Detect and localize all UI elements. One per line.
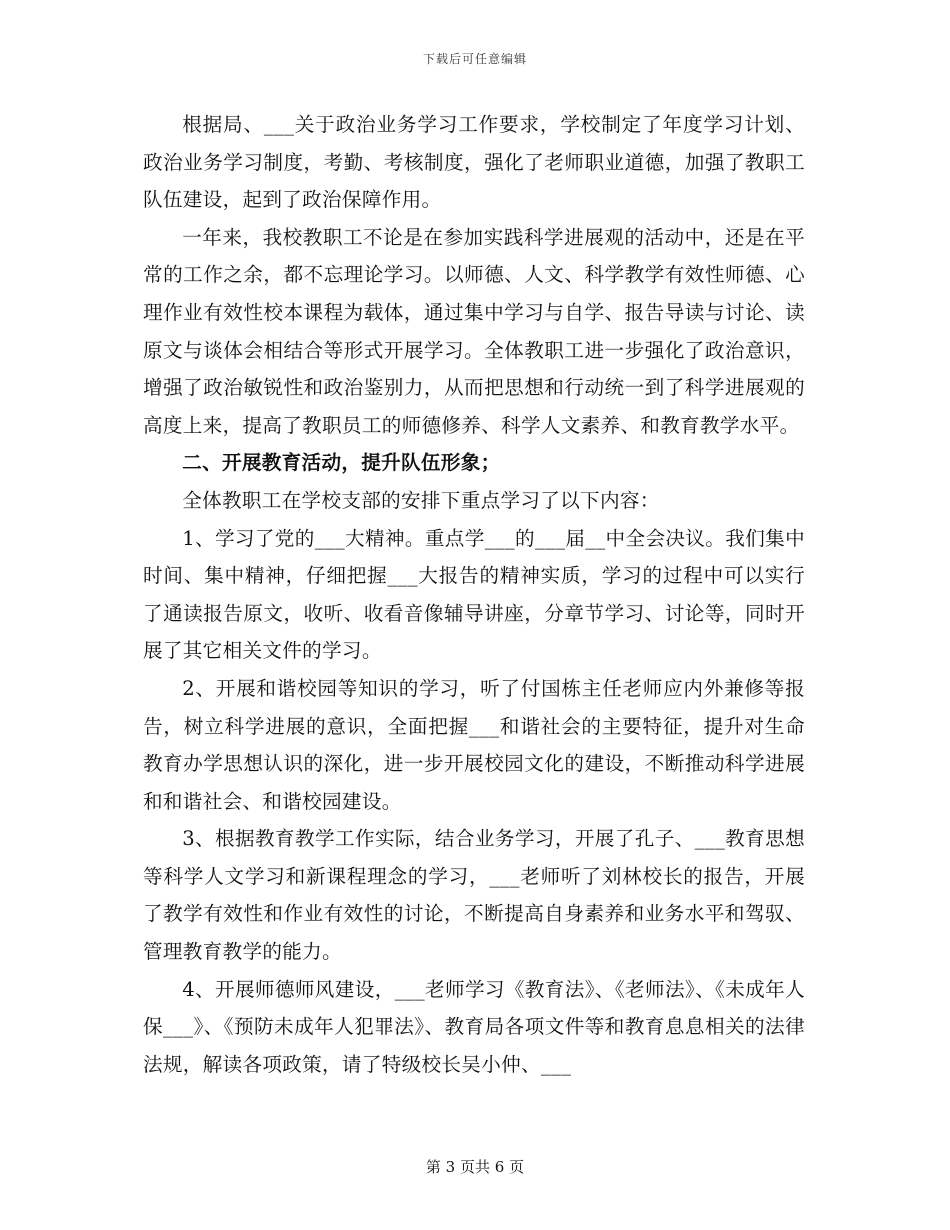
page-header: 下载后可任意编辑 [422,52,527,66]
paragraph-item-4: 4、开展师德师风建设，___老师学习《教育法》、《老师法》、《未成年人保___》、《预防未成年人犯罪法》、教育局各项文件等和教育息息相关的法律法规，解读各项政策，请了特级校长吴小仲、___ [143,977,805,1076]
page-footer: 第 3 页共 6 页 [425,1158,525,1176]
paragraph-study-plan: 根据局、___关于政治业务学习工作要求，学校制定了年度学习计划、政治业务学习制度，考勤、考核制度，强化了老师职业道德，加强了教职工队伍建设，起到了政治保障作用。 [143,113,805,212]
section-heading: 二、开展教育活动，提升队伍形象； [182,451,501,475]
paragraph-item-2: 2、开展和谐校园等知识的学习，听了付国栋主任老师应内外兼修等报告，树立科学进展的意识，全面把握___和谐社会的主要特征，提升对生命教育办学思想认识的深化，进一步开展校园文化的建设，不断推动科学进展和和谐社会、和谐校园建设。 [143,676,805,813]
paragraph-theory-study: 一年来，我校教职工不论是在参加实践科学进展观的活动中，还是在平常的工作之余，都不忘理论学习。以师德、人文、科学教学有效性师德、心理作业有效性校本课程为载体，通过集中学习与自学、报告导读与讨论、读原文与谈体会相结合等形式开展学习。全体教职工进一步强化了政治意识，增强了政治敏锐性和政治鉴别力，从而把思想和行动统一到了科学进展观的高度上来，提高了教职员工的师德修养、科学人文素养、和教育教学水平。 [143,225,805,437]
document-body [143,106,805,1083]
paragraph-item-3: 3、根据教育教学工作实际，结合业务学习，开展了孔子、___教育思想等科学人文学习和新课程理念的学习，___老师听了刘林校长的报告，开展了教学有效性和作业有效性的讨论，不断提高自身素养和业务水平和驾驭、管理教育教学的能力。 [143,827,805,964]
paragraph-study-intro: 全体教职工在学校支部的安排下重点学习了以下内容： [182,488,660,512]
paragraph-item-1: 1、学习了党的___大精神。重点学___的___届__中全会决议。我们集中时间、集中精神，仔细把握___大报告的精神实质，学习的过程中可以实行了通读报告原文，收听、收看音像辅导讲座，分章节学习、讨论等，同时开展了其它相关文件的学习。 [143,526,805,663]
